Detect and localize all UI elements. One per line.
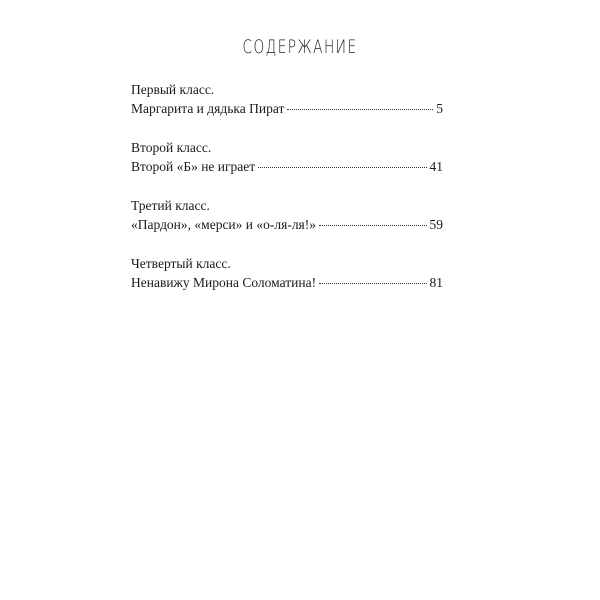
toc-entry-row[interactable] — [131, 215, 443, 234]
toc-entry-heading: Третий класс. — [131, 198, 210, 213]
toc-entry-heading: Второй класс. — [131, 140, 212, 155]
toc-entry-row[interactable] — [131, 99, 443, 118]
toc-entry-heading: Первый класс. — [131, 82, 215, 97]
page-title: СОДЕРЖАНИЕ — [242, 36, 358, 58]
toc-leader-dots — [258, 167, 426, 168]
toc-entry — [131, 254, 443, 292]
toc-entry-row[interactable] — [131, 157, 443, 176]
toc-page-number: 5 — [436, 101, 443, 116]
toc-entry-title: Маргарита и дядька Пират — [131, 101, 285, 116]
toc-entry — [131, 196, 443, 234]
toc-page-number: 41 — [429, 159, 443, 174]
toc-leader-dots — [287, 109, 433, 110]
toc-leader-dots — [319, 225, 426, 226]
toc-page-number: 81 — [429, 275, 443, 290]
toc-entry-title: «Пардон», «мерси» и «о-ля-ля!» — [131, 217, 317, 232]
toc-entry — [131, 138, 443, 176]
toc-entry-title: Второй «Б» не играет — [131, 159, 256, 174]
table-of-contents — [131, 80, 443, 312]
toc-entry-row[interactable] — [131, 273, 443, 292]
toc-entry-title: Ненавижу Мирона Соломатина! — [131, 275, 317, 290]
toc-leader-dots — [319, 283, 426, 284]
toc-page-number: 59 — [429, 217, 443, 232]
toc-entry-heading: Четвертый класс. — [131, 256, 231, 271]
toc-entry — [131, 80, 443, 118]
